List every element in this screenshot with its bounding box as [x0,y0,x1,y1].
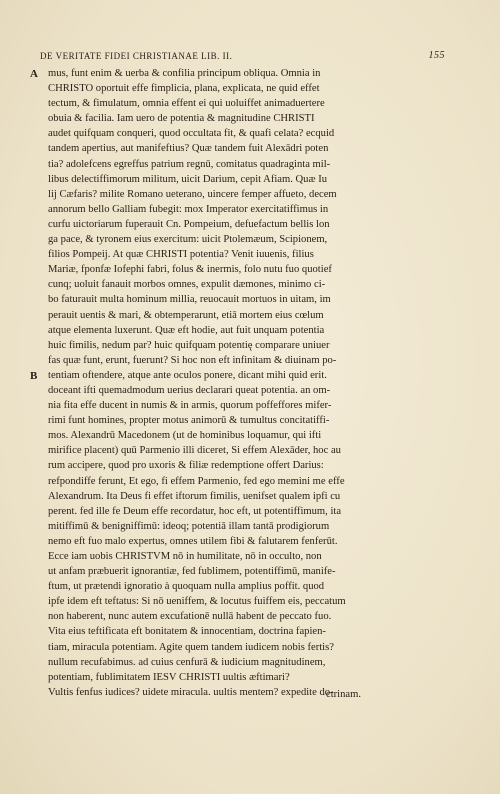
running-header [40,48,445,64]
text-line: annorum bello Galliam fubegit: mox Imperator exercitatiffimus in [48,203,329,215]
text-line: tandem apertius, aut manifeftius? Quæ tandem fuit Alexādri poten [48,143,329,155]
text-line: libus delectiffimorum militum, uicit Darium, cepit Afiam. Quæ Iu [48,173,328,185]
text-line: obuia & facilia. Iam uero de potentia & magnitudine CHRISTI [48,113,315,125]
text-line: Ecce iam uobis CHRISTVM nō in humilitate, nō in occulto, non [48,551,322,562]
text-line: tia? adolefcens egreffus patrium regnū, comitatus quadraginta mil- [48,158,331,170]
text-line: nemo eft fuo malo expertus, omnes utilem fibi & falutarem fenferūt. [48,535,338,547]
text-line: tentiam oftendere, atque ante oculos ponere, dicant mihi quid erit. [48,369,327,381]
text-line: ut anfam præbuerit ignorantiæ, fed fublimem, potentiffimū, manife- [48,566,336,578]
text-line: ipfe idem eft teftatus: Si nō ueniffem, & locutus fuiffem eis, peccatum [48,596,346,608]
text-line: mirifice placent) quū Parmenio illi diceret, Si effem Alexāder, hoc au [48,445,341,457]
text-line: nullum recufabimus. ad cuius cenfurā & iudicium magnitudinem, [48,656,326,668]
text-line: mus, funt enim & uerba & confilia principum obliqua. Omnia in [48,68,321,79]
text-line: bo faturauit multa hominum millia, reuocauit mortuos in uitam, im [48,294,331,306]
text-line: mitiffimū & benigniffimū: ideoq; potentiā illam tantā prodigiorum [48,520,330,532]
text-line: Vultis fenfus iudices? uidete miracula. uultis mentem? expedite do- [48,686,334,698]
text-line: perent. fed ille fe Deum effe recordatur, hoc eft, ut potentiffimum, ita [48,505,342,517]
text-line: rum accipere, quod pro uxoris & filiæ redemptione offert Darius: [48,460,324,472]
text-line: ga pace, & tyronem eius exercitum: uicit Ptolemæum, Scipionem, [48,234,328,246]
text-line: Mariæ, fponfæ Iofephi fabri, folus & inermis, folo nutu fuo quotief [48,264,332,276]
section-marker-a: A [30,68,38,80]
section-marker-b: B [30,370,38,382]
catchword: ctrinam. [326,689,362,700]
text-line: non haberent, nunc autem excufationē nullā habent de peccato fuo. [48,611,332,623]
text-line: mos. Alexandrū Macedonem (ut de hominibus loquamur, qui ifti [48,430,322,442]
text-line: atque elementa luxerunt. Quæ eft hodie, aut fuit unquam potentia [48,324,325,336]
text-line: Alexandrum. Ita Deus fi effet iftorum fimilis, uenifset qualem ipfi cu [48,490,341,502]
text-line: tectum, & fimulatum, omnia effent ei qui uoluiffet animaduertere [48,98,325,110]
text-line: CHRISTO oportuit effe fimplicia, plana, explicata, ne quid effet [48,83,320,95]
text-line: filios Pompeij. At quæ CHRISTI potentia? Venit iuuenis, filius [48,249,314,261]
text-line: ftum, ut prætendi ignoratio à quoquam nulla amplius poffit. quod [48,581,325,593]
text-line: tiam, miracula potentiam. Agite quem tandem iudicem nobis fertis? [48,641,334,653]
text-line: audet quifquam conqueri, quod occultata fit, & quafi celata? ecquid [48,128,335,140]
text-line: Vita eius teftificata eft bonitatem & innocentiam, doctrina fapien- [48,626,326,638]
folio-number: 155 [428,50,445,61]
text-line: nia fita effe ducent in numis & in armis, quorum poffeffores mifer- [48,400,332,412]
text-line: potentiam, fublimitatem IESV CHRISTI uultis æftimari? [48,671,290,683]
text-line: doceant ifti quemadmodum uerius declarari queat potentia. an om- [48,384,331,396]
text-line: perauit uentis & mari, & obtemperarunt, etiā mortem eius cœlum [48,309,324,321]
text-line: curfu uictoriarum fuperauit Cn. Pompeium, defuefactum bellis lon [48,218,330,230]
text-line: rimi funt homines, propter motus animorū & tumultus concitatiffi- [48,415,330,427]
text-line: cunq; uoluit fanauit morbos omnes, expulit dæmones, minimo ci- [48,279,326,291]
text-line: fas quæ funt, erunt, fuerunt? Si hoc non eft infinitam & diuinam po- [48,354,337,366]
text-line: refpondiffe ferunt, Et ego, fi effem Parmenio, fed ego memini me effe [48,475,345,487]
running-title: DE VERITATE FIDEI CHRISTIANAE LIB. II. [40,51,233,61]
body-text [48,66,391,700]
text-line: lij Cæfaris? milite Romano ueterano, uincere femper affueto, decem [48,188,337,200]
text-line: huic fimilis, nedum par? huic quifquam potentię comparare uniuer [48,339,330,351]
